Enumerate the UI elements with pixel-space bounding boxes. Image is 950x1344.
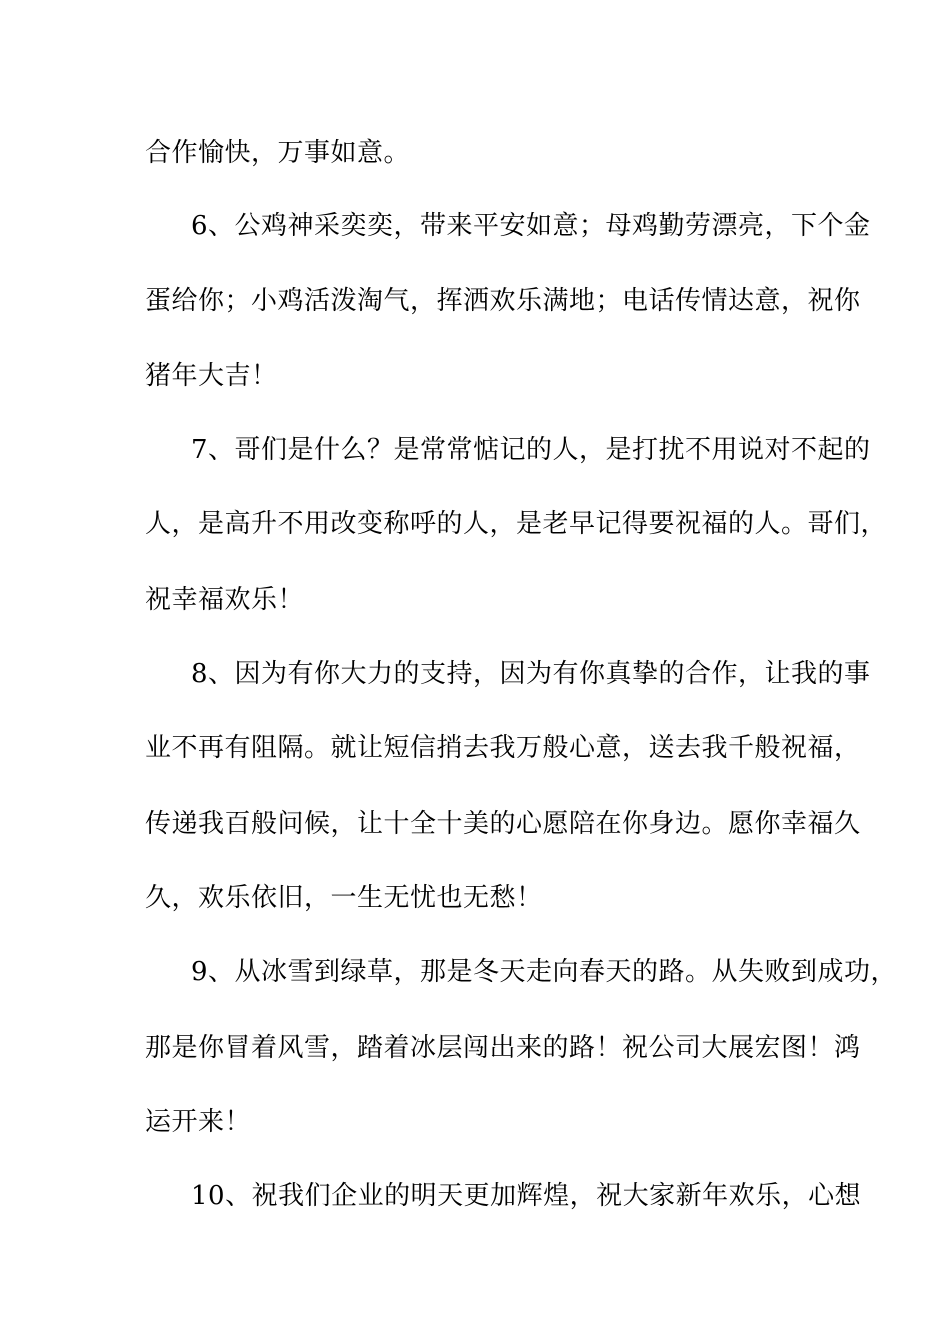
paragraph-8-line-1: 8、因为有你大力的支持，因为有你真挚的合作，让我的事 — [191, 659, 871, 689]
text-line: 合作愉快，万事如意。 — [145, 138, 411, 168]
paragraph-7-line-3: 祝幸福欢乐！ — [145, 585, 305, 615]
paragraph-8-line-2: 业不再有阻隔。就让短信捎去我万般心意，送去我千般祝福， — [145, 733, 861, 763]
paragraph-7-line-1: 7、哥们是什么？是常常惦记的人，是打扰不用说对不起的 — [191, 435, 871, 465]
paragraph-8-line-3: 传递我百般问候，让十全十美的心愿陪在你身边。愿你幸福久 — [145, 809, 861, 839]
paragraph-10-line-1: 10、祝我们企业的明天更加辉煌，祝大家新年欢乐，心想 — [191, 1181, 862, 1211]
paragraph-7-line-2: 人，是高升不用改变称呼的人，是老早记得要祝福的人。哥们， — [145, 509, 888, 539]
paragraph-6-line-3: 猪年大吉！ — [145, 361, 278, 391]
paragraph-6-line-2: 蛋给你；小鸡活泼淘气，挥洒欢乐满地；电话传情达意，祝你 — [145, 286, 861, 316]
paragraph-6-line-1: 6、公鸡神采奕奕，带来平安如意；母鸡勤劳漂亮，下个金 — [191, 211, 871, 241]
paragraph-9-line-2: 那是你冒着风雪，踏着冰层闯出来的路！祝公司大展宏图！鸿 — [145, 1033, 861, 1063]
paragraph-8-line-4: 久，欢乐依旧，一生无忧也无愁！ — [145, 883, 543, 913]
paragraph-9-line-1: 9、从冰雪到绿草，那是冬天走向春天的路。从失败到成功， — [191, 957, 898, 987]
paragraph-9-line-3: 运开来！ — [145, 1107, 252, 1137]
